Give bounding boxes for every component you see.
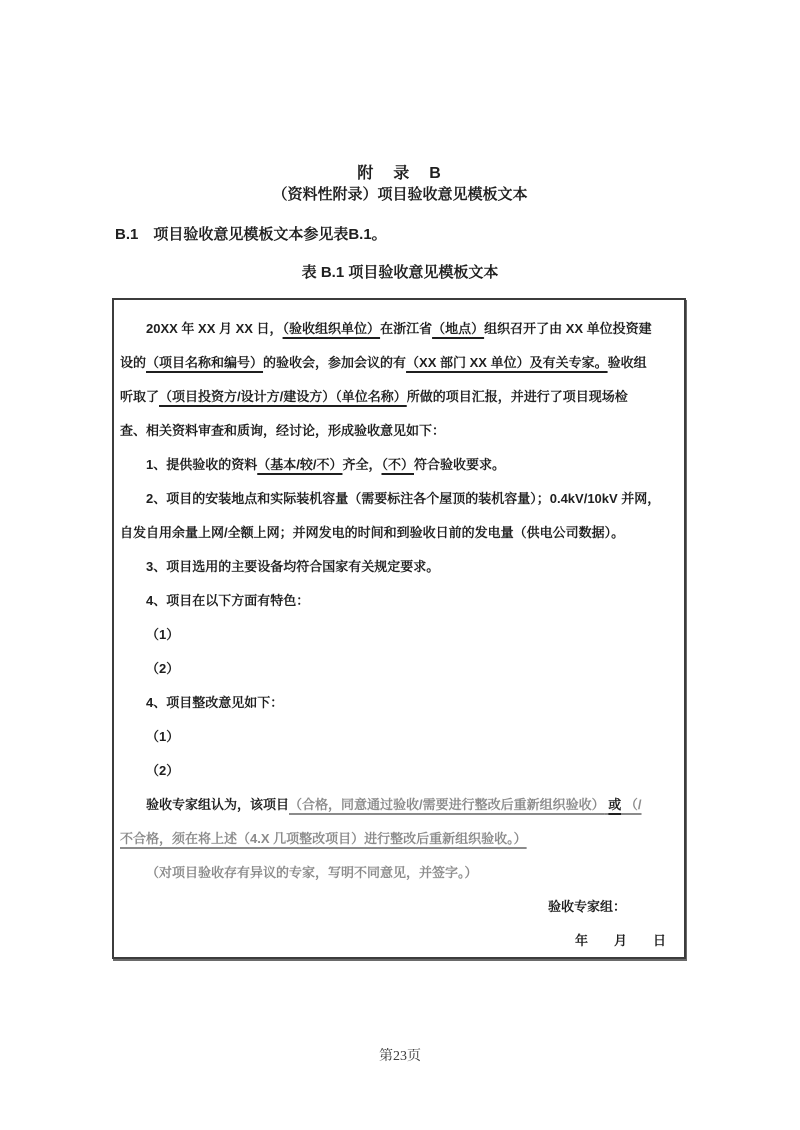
- text-segment: 自发自用余量上网/全额上网；并网发电的时间和到验收日前的发电量（供电公司数据）。: [120, 525, 625, 540]
- text-segment: 4、项目在以下方面有特色：: [146, 593, 310, 608]
- text-segment: 查、相关资料审查和质询，经讨论，形成验收意见如下：: [120, 423, 446, 438]
- template-line: [120, 788, 676, 822]
- fill-in-blank: （验收组织单位）: [282, 321, 381, 336]
- template-line: [120, 686, 676, 720]
- template-box: [112, 298, 686, 959]
- text-segment: 2、项目的安装地点和实际装机容量（需要标注各个屋顶的装机容量）；0.4kV/10kV 并网，: [146, 491, 661, 506]
- fill-in-blank: （/: [621, 797, 642, 812]
- appendix-subtitle: （资料性附录）项目验收意见模板文本: [272, 186, 528, 203]
- text-segment: （1）: [146, 627, 180, 642]
- text-segment: 验收专家组：: [547, 899, 626, 914]
- text-segment: （2）: [146, 763, 180, 778]
- text-segment: 1、提供验收的资料: [146, 457, 258, 472]
- template-line: [120, 346, 676, 380]
- text-segment: 20XX 年 XX 月 XX 日，: [146, 321, 283, 336]
- fill-in-blank: （不）: [381, 457, 414, 472]
- template-line: [120, 822, 676, 856]
- fill-in-blank: 或: [608, 797, 622, 812]
- fill-in-blank: 不合格，须在将上述（4.X 几项整改项目）进行整改后重新组织验收。）: [120, 831, 527, 846]
- clause-text: B.1 项目验收意见模板文本参见表B.1。: [115, 226, 387, 243]
- fill-in-blank: （合格，同意通过验收/需要进行整改后重新组织验收）: [289, 797, 605, 812]
- text-segment: 验收组: [607, 355, 647, 370]
- fill-in-blank: （地点）: [432, 321, 485, 336]
- fill-in-blank: （项目投资方/设计方/建设方）（单位名称）: [159, 389, 407, 404]
- template-line: [120, 754, 676, 788]
- table-caption: 表 B.1 项目验收意见模板文本: [301, 264, 499, 281]
- text-segment: 设的: [120, 355, 147, 370]
- appendix-title: 附 录 B: [357, 165, 443, 182]
- footer-page-number: 第23页: [379, 1049, 421, 1064]
- template-line: [120, 380, 676, 414]
- template-line: [120, 482, 676, 516]
- text-segment: 在浙江省: [380, 321, 433, 336]
- template-line: [120, 312, 676, 346]
- text-segment: 听取了: [120, 389, 160, 404]
- text-segment: 齐全，: [342, 457, 382, 472]
- template-line: [120, 550, 676, 584]
- text-segment: 符合验收要求。: [414, 457, 506, 472]
- template-line: [120, 584, 676, 618]
- fill-in-blank: （XX 部门 XX 单位）及有关专家。: [406, 355, 608, 370]
- template-line: [120, 652, 676, 686]
- fill-in-blank: （项目名称和编号）: [146, 355, 264, 370]
- template-line: [120, 890, 676, 924]
- text-segment: 的验收会，参加会议的有: [263, 355, 407, 370]
- text-segment: 组织召开了由 XX 单位投资建: [484, 321, 652, 336]
- text-segment: 所做的项目汇报，并进行了项目现场检: [406, 389, 628, 404]
- text-segment: 年 月 日: [574, 933, 666, 948]
- text-segment: 3、项目选用的主要设备均符合国家有关规定要求。: [146, 559, 440, 574]
- text-segment: （2）: [146, 661, 180, 676]
- template-line: [120, 618, 676, 652]
- text-segment: 验收专家组认为，该项目: [146, 797, 290, 812]
- template-line: [120, 856, 676, 890]
- text-segment: 4、项目整改意见如下：: [146, 695, 284, 710]
- text-segment: （对项目验收存有异议的专家，写明不同意见，并签字。）: [146, 865, 478, 880]
- template-line: [120, 924, 676, 958]
- template-line: [120, 720, 676, 754]
- template-line: [120, 516, 676, 550]
- fill-in-blank: （基本/较/不）: [257, 457, 343, 472]
- template-line: [120, 448, 676, 482]
- template-line: [120, 414, 676, 448]
- text-segment: （1）: [146, 729, 180, 744]
